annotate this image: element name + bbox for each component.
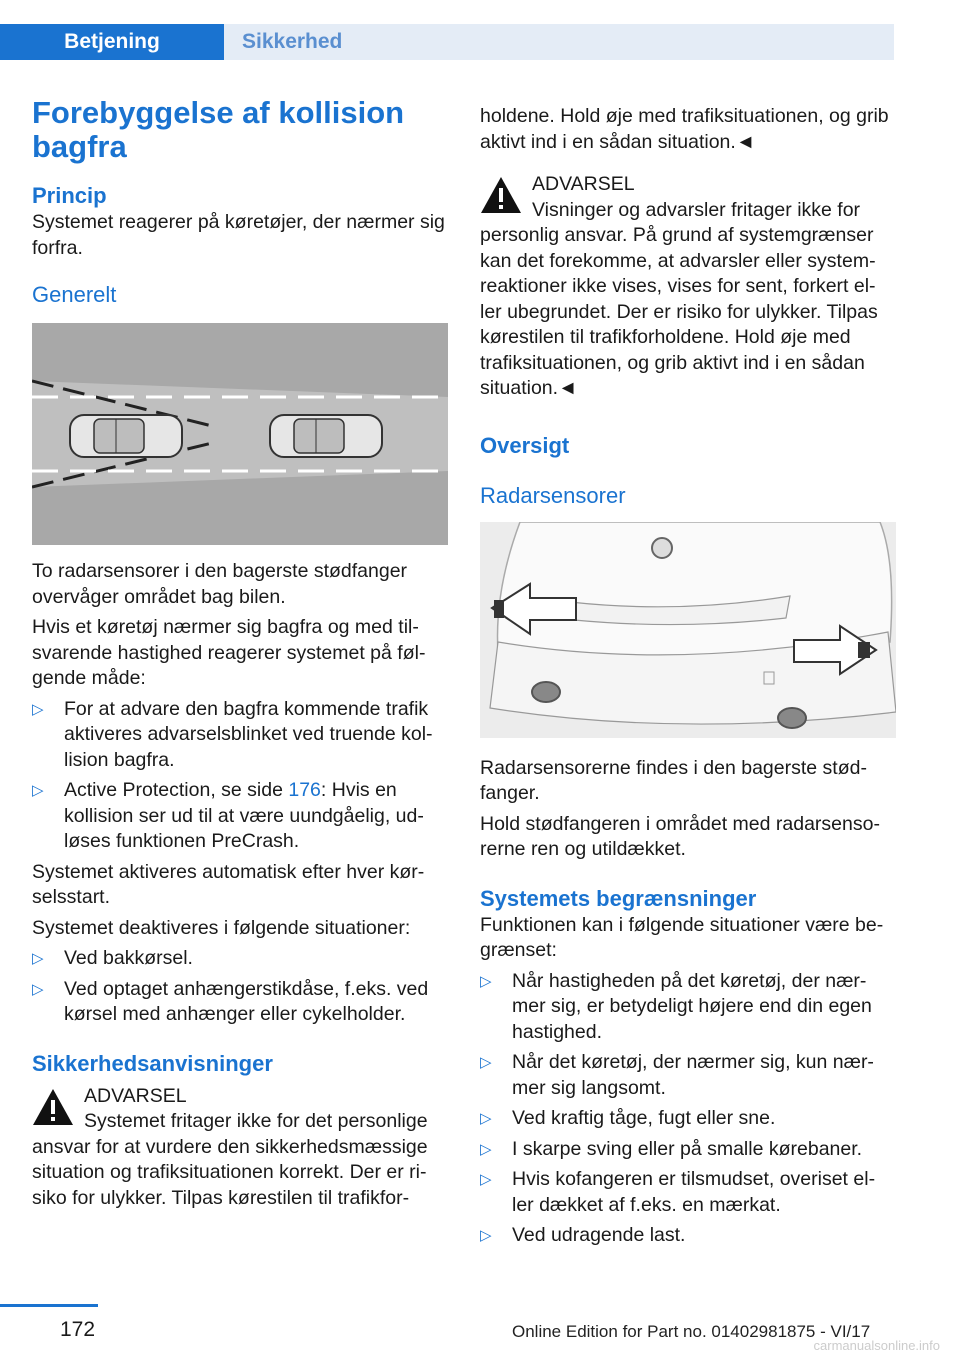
list-item: ▷ Ved optaget anhængerstikdåse, f.eks. ved kørsel med anhænger eller cykelholder. (32, 977, 429, 1025)
para-deactivation: Systemet deaktiveres i følgende situationer: (32, 916, 411, 939)
triangle-bullet-icon: ▷ (32, 950, 44, 967)
triangle-bullet-icon: ▷ (32, 980, 44, 998)
triangle-bullet-icon: ▷ (32, 700, 44, 718)
page-title: Forebyggelse af kollision bagfra (32, 95, 405, 164)
limits-heading: Systemets begrænsninger (480, 885, 757, 911)
list-item: ▷ For at advare den bagfra kommende trafik aktiveres advarselsblinket ved truende kol- lision bagfra. (32, 697, 433, 771)
triangle-bullet-icon: ▷ (480, 972, 492, 990)
para-approach: Hvis et køretøj nærmer sig bagfra og med til- svarende hastighed reagerer systemet på føl- gende måde: (32, 616, 426, 689)
safety-heading: Sikkerhedsanvisninger (32, 1050, 273, 1076)
page-link-176[interactable]: 176 (288, 779, 321, 801)
radar-coverage-diagram (32, 323, 448, 545)
principle-text: Systemet reagerer på køretøjer, der nærmer sig forfra. (32, 211, 445, 259)
triangle-bullet-icon: ▷ (480, 1171, 492, 1188)
para-sensors: To radarsensorer i den bagerste stødfanger overvåger området bag bilen. (32, 560, 408, 608)
list-item: ▷ I skarpe sving eller på smalle kørebaner. (480, 1137, 896, 1163)
rear-bumper-illustration (480, 522, 896, 738)
triangle-bullet-icon: ▷ (32, 782, 44, 799)
page-number: 172 (60, 1318, 96, 1341)
triangle-bullet-icon: ▷ (480, 1227, 492, 1244)
triangle-bullet-icon: ▷ (480, 1054, 492, 1071)
triangle-bullet-icon: ▷ (480, 1110, 492, 1127)
warning-text: personlig ansvar. På grund af systemgrænser kan det forekomme, at advarsler eller system- reaktioner ikke vises, vises for sent, forkert el- ler ubegrundet. Der er risiko for ulykker. Tilpas kørestilen til trafikforholdene. Hold øje med trafiksituationen, og grib aktivt ind i en sådan situation.◄ (480, 224, 878, 399)
warning-triangle-icon (32, 1088, 74, 1126)
list-item: ▷ Ved kraftig tåge, fugt eller sne. (480, 1106, 896, 1132)
triangle-bullet-icon: ▷ (480, 1140, 492, 1158)
reaction-list (32, 697, 448, 855)
principle-heading: Princip (32, 183, 107, 208)
car-rear (70, 415, 182, 457)
warning-block (32, 1084, 448, 1212)
limits-list (480, 969, 896, 1249)
warning-title: ADVARSEL (532, 173, 635, 195)
list-item: ▷ Når det køretøj, der nærmer sig, kun nær- mer sig langsomt. (480, 1051, 874, 1099)
radar-heading: Radarsensorer (480, 482, 626, 508)
warning-first-line: Visninger og advarsler fritager ikke for (532, 198, 861, 221)
warning-continuation: holdene. Hold øje med trafiksituationen, og grib aktivt ind i en sådan situation.◄ (480, 105, 889, 153)
para-radar-clean: Hold stødfangeren i området med radarsenso- rerne ren og utildækket. (480, 812, 880, 860)
list-item: ▷ Ved bakkørsel. (32, 946, 448, 972)
watermark: carmanualsonline.info (813, 1338, 940, 1353)
tab-betjening[interactable]: Betjening (0, 24, 224, 60)
overview-heading: Oversigt (480, 432, 570, 458)
car-front (270, 415, 382, 457)
right-column (480, 104, 896, 1249)
warning-first-line: Systemet fritager ikke for det personlige (84, 1110, 428, 1132)
warning-triangle-icon (480, 176, 522, 214)
deactivation-list (32, 946, 448, 1028)
warning-title: ADVARSEL (84, 1084, 187, 1107)
footer-divider (0, 1304, 98, 1307)
limits-text: Funktionen kan i følgende situationer være be- grænset: (480, 913, 884, 961)
warning-text: ansvar for at vurdere den sikkerhedsmæssige situation og trafiksituationen korrekt. Der er ri- siko for ulykker. Tilpas kørestilen til trafikfor- (32, 1135, 428, 1209)
edition-text: Online Edition for Part no. 01402981875 - VI/17 (512, 1322, 871, 1341)
list-item: ▷ Ved udragende last. (480, 1223, 896, 1249)
left-column (32, 96, 448, 1211)
tab-bar (0, 24, 894, 60)
para-radar-location: Radarsensorerne findes i den bagerste stød- fanger. (480, 756, 867, 804)
list-item: ▷ Hvis kofangeren er tilsmudset, overiset el- ler dækket af f.eks. en mærkat. (480, 1168, 876, 1216)
list-item: ▷ Når hastigheden på det køretøj, der nær- mer sig, er betydeligt højere end din egen hastighed. (480, 969, 872, 1043)
para-activation: Systemet aktiveres automatisk efter hver kør- selsstart. (32, 860, 425, 908)
general-heading: Generelt (32, 282, 117, 307)
warning-block (480, 172, 896, 402)
tab-sikkerhed[interactable]: Sikkerhed (224, 24, 894, 60)
list-item: ▷ Active Protection, se side 176: Hvis en kollision ser ud til at være uundgåelig, ud- løses funktionen PreCrash. (32, 779, 424, 852)
